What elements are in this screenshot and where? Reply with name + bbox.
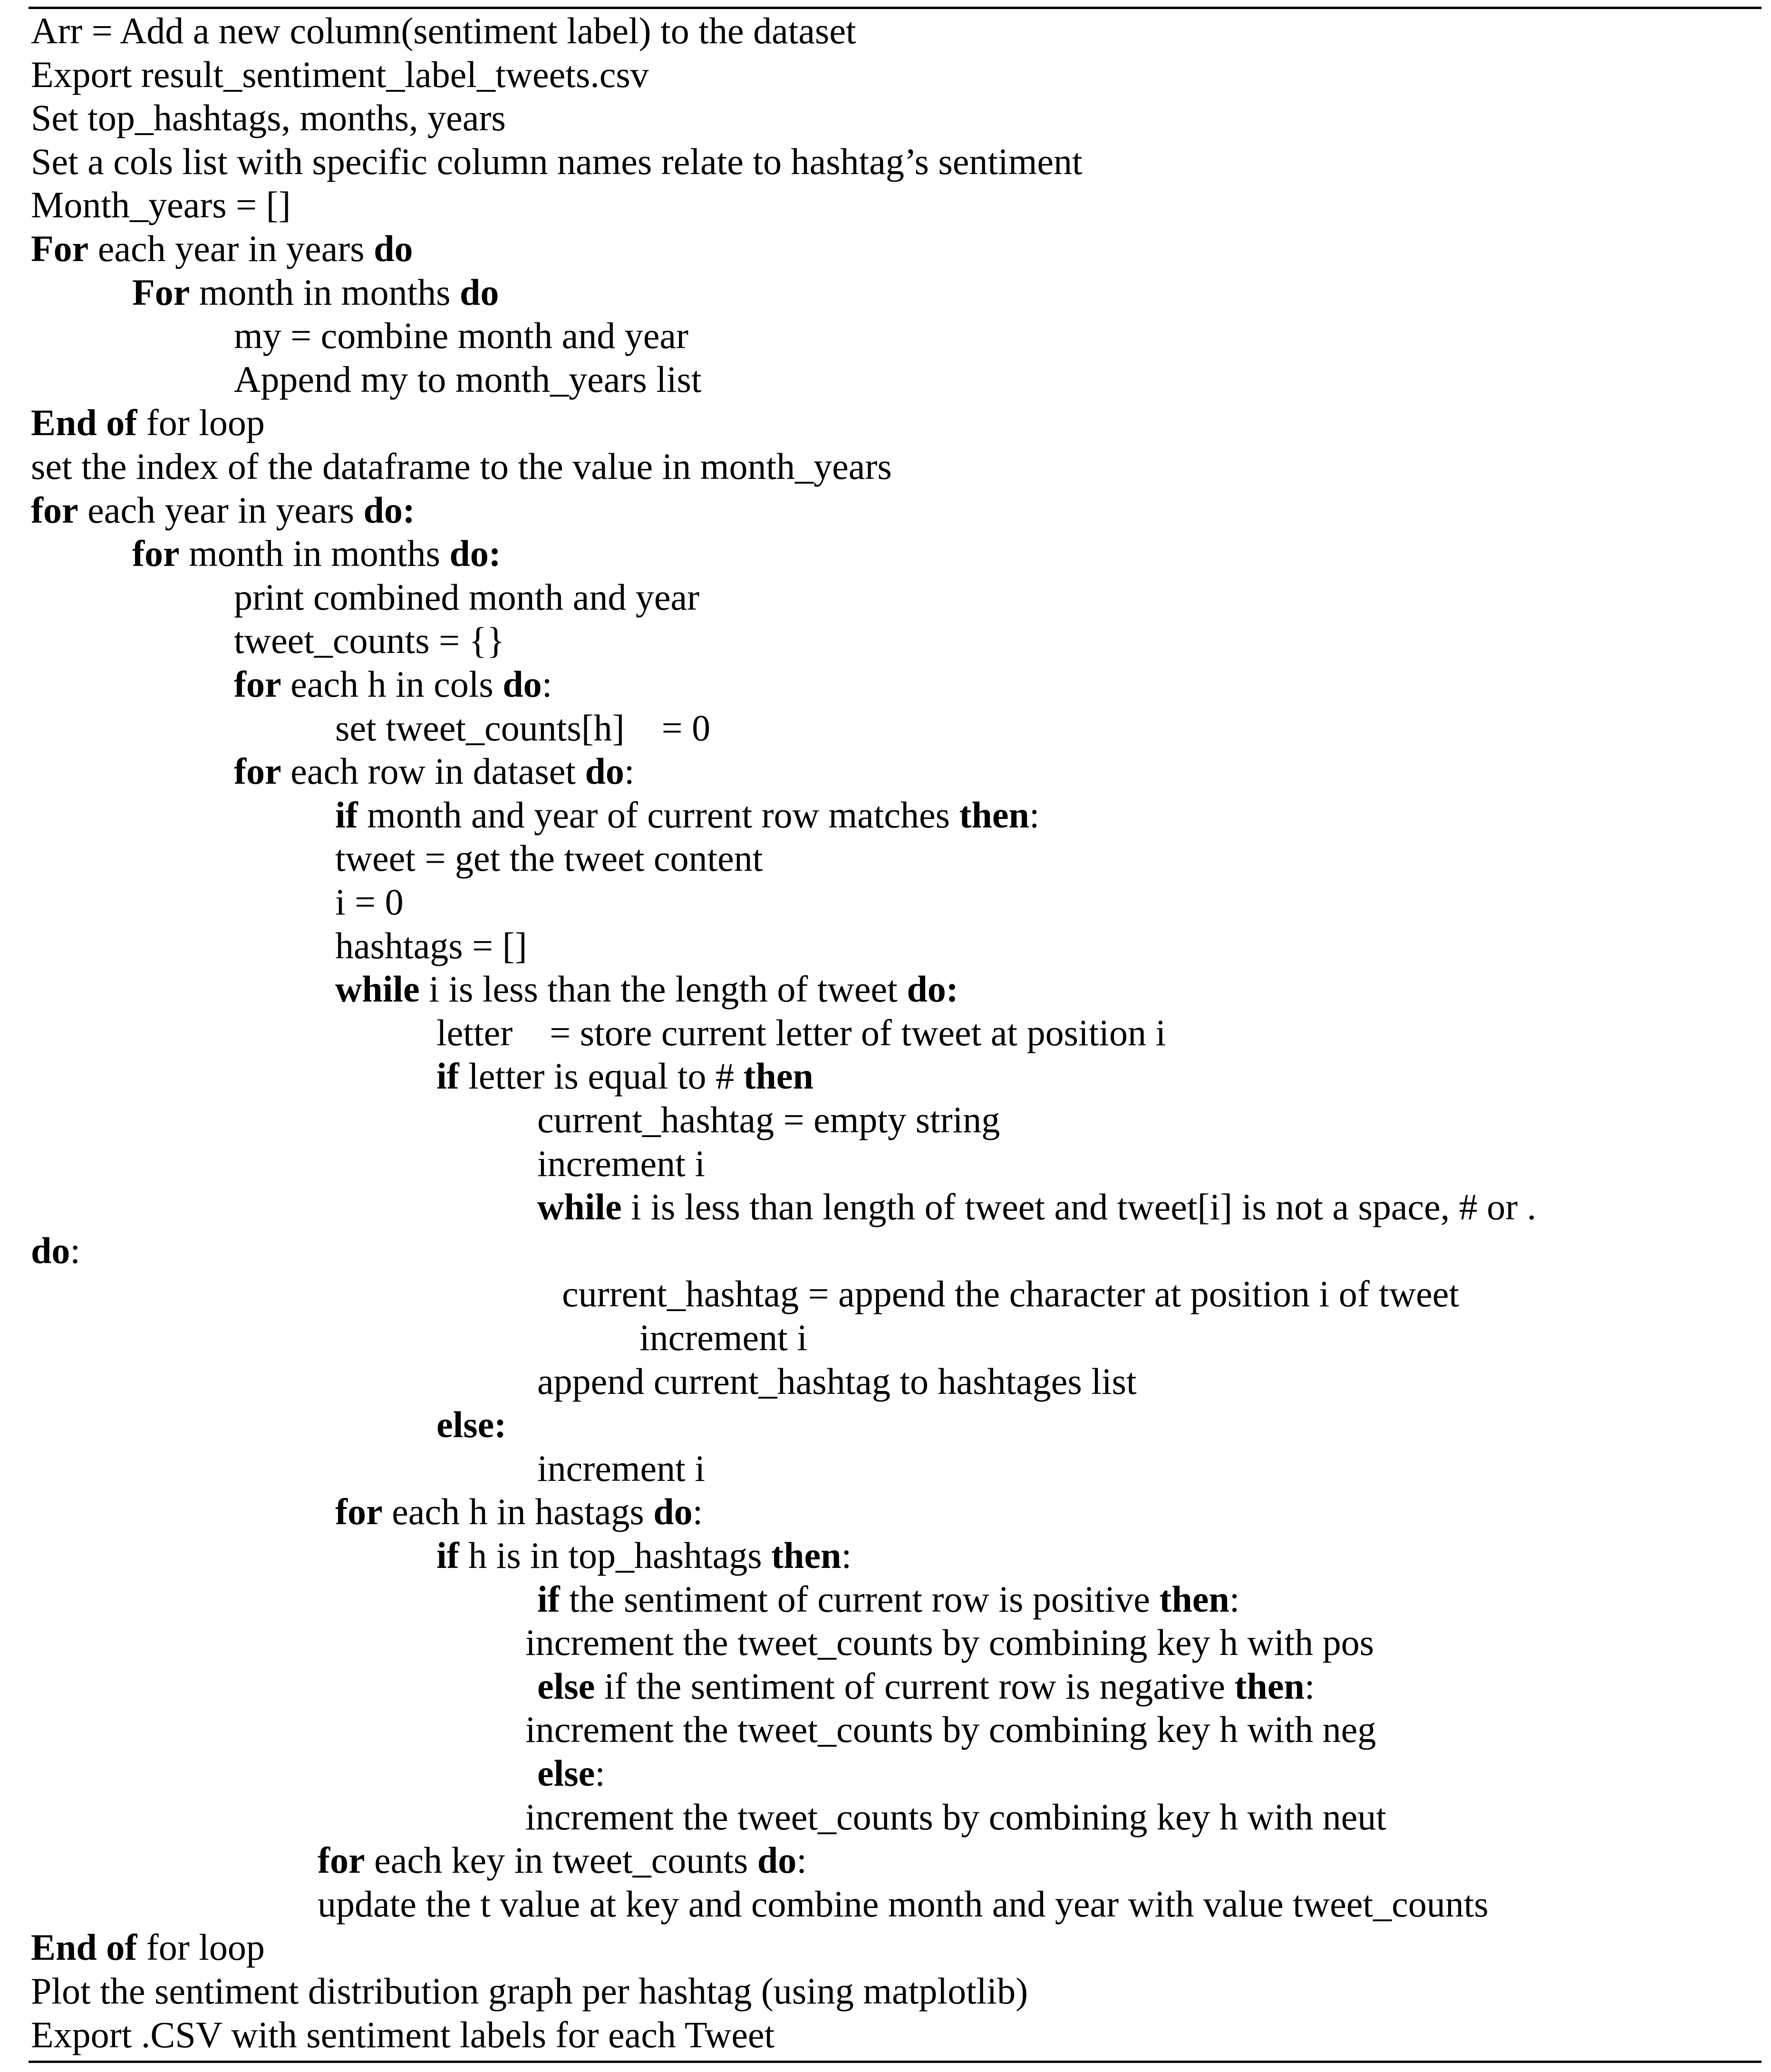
code-text: for loop: [137, 402, 265, 444]
code-text: update the t value at key and combine month and year with value tweet_counts: [318, 1883, 1489, 1925]
keyword: do:: [907, 968, 958, 1010]
keyword: do: [757, 1839, 797, 1881]
code-line: [436, 1054, 813, 1098]
code-line: [335, 880, 404, 924]
code-text: Month_years = []: [31, 184, 291, 226]
keyword: else:: [436, 1404, 507, 1446]
code-text: Set top_hashtags, months, years: [31, 97, 506, 139]
code-line: [31, 1926, 265, 1969]
code-text: increment the tweet_counts by combining key h with pos: [525, 1622, 1374, 1663]
code-text: increment i: [639, 1317, 808, 1358]
code-text: :: [1304, 1665, 1315, 1707]
code-line: [132, 271, 499, 314]
code-line: [234, 749, 635, 793]
code-text: :: [595, 1752, 605, 1794]
code-text: each year in years: [78, 489, 364, 531]
code-text: set tweet_counts[h] = 0: [335, 707, 711, 749]
code-line: [31, 227, 413, 271]
code-line: [537, 1142, 705, 1186]
keyword: else: [537, 1665, 595, 1707]
code-text: :: [692, 1491, 703, 1533]
code-text: :: [70, 1229, 81, 1271]
code-line: [639, 1316, 807, 1360]
code-line: [537, 1751, 605, 1795]
bottom-rule: [29, 2061, 1761, 2063]
code-line: [537, 1185, 1536, 1229]
code-text: Export result_sentiment_label_tweets.csv: [31, 53, 649, 95]
code-text: month in months: [190, 271, 460, 313]
keyword: End of: [31, 402, 137, 444]
code-text: :: [841, 1535, 852, 1576]
code-text: print combined month and year: [234, 576, 700, 618]
code-line: [436, 1011, 1166, 1055]
code-text: :: [542, 663, 552, 705]
code-line: [525, 1795, 1386, 1839]
code-line: [335, 793, 1040, 837]
keyword: then: [1234, 1665, 1305, 1707]
code-line: [537, 1577, 1239, 1621]
code-text: increment i: [537, 1142, 706, 1184]
code-text: current_hashtag = append the character at position i of tweet: [562, 1273, 1460, 1315]
code-text: :: [624, 750, 635, 792]
code-line: [234, 575, 699, 619]
keyword: do:: [363, 489, 415, 531]
keyword: then: [959, 794, 1029, 836]
code-line: [436, 1534, 852, 1577]
code-text: tweet_counts = {}: [234, 620, 505, 661]
keyword: for: [31, 489, 78, 531]
keyword: do: [374, 228, 413, 269]
code-line: [234, 314, 688, 358]
keyword: while: [537, 1186, 622, 1228]
code-text: i is less than the length of tweet: [419, 968, 907, 1010]
code-line: [335, 837, 763, 880]
code-text: letter = store current letter of tweet at position i: [436, 1012, 1166, 1053]
code-line: [525, 1621, 1374, 1664]
code-line: [31, 96, 506, 140]
keyword: if: [335, 794, 358, 836]
keyword: else: [537, 1752, 595, 1794]
keyword: do: [585, 750, 624, 792]
code-text: Append my to month_years list: [234, 358, 702, 400]
code-text: :: [1229, 1578, 1240, 1620]
code-text: i = 0: [335, 881, 404, 923]
code-line: [525, 1708, 1376, 1751]
keyword: do: [653, 1491, 693, 1533]
code-line: [234, 619, 504, 662]
keyword: for: [132, 533, 180, 574]
code-text: i is less than length of tweet and tweet[i] is not a space, # or .: [621, 1186, 1537, 1228]
code-text: Arr = Add a new column(sentiment label) to the dataset: [31, 10, 856, 51]
code-line: [562, 1272, 1459, 1316]
keyword: then: [743, 1055, 813, 1097]
code-line: [318, 1882, 1489, 1926]
code-line: [132, 532, 501, 575]
code-text: letter is equal to #: [459, 1055, 744, 1097]
code-line: [335, 967, 958, 1011]
code-text: :: [796, 1839, 807, 1881]
code-text: :: [1029, 794, 1040, 836]
code-text: increment the tweet_counts by combining key h with neg: [525, 1709, 1376, 1751]
code-text: each h in hastags: [382, 1491, 654, 1533]
code-text: Plot the sentiment distribution graph per hashtag (using matplotlib): [31, 1970, 1028, 2012]
code-text: month in months: [179, 533, 450, 574]
code-line: [537, 1360, 1137, 1403]
keyword: for: [234, 663, 281, 705]
keyword: do: [31, 1229, 70, 1271]
code-text: each h in cols: [281, 663, 503, 705]
code-line: [234, 662, 552, 706]
code-line: [31, 53, 649, 97]
code-text: my = combine month and year: [234, 315, 688, 357]
code-line: [31, 488, 415, 532]
code-text: h is in top_hashtags: [459, 1535, 772, 1576]
code-line: [31, 140, 1083, 184]
code-text: month and year of current row matches: [358, 794, 959, 836]
code-text: each year in years: [88, 228, 374, 269]
keyword: for: [234, 750, 281, 792]
code-text: set the index of the dataframe to the value in month_years: [31, 446, 892, 487]
code-line: [335, 924, 527, 968]
code-line: [31, 9, 856, 53]
code-text: append current_hashtag to hashtages list: [537, 1360, 1137, 1402]
code-text: if the sentiment of current row is negative: [595, 1665, 1235, 1707]
code-line: [31, 401, 265, 445]
code-text: current_hashtag = empty string: [537, 1099, 1000, 1140]
code-text: each key in tweet_counts: [365, 1839, 757, 1881]
code-text: the sentiment of current row is positive: [560, 1578, 1160, 1620]
code-text: increment i: [537, 1447, 706, 1489]
code-text: increment the tweet_counts by combining key h with neut: [525, 1796, 1386, 1838]
keyword: for: [335, 1491, 383, 1533]
code-text: Export .CSV with sentiment labels for each Tweet: [31, 2014, 775, 2055]
keyword: if: [436, 1055, 459, 1097]
code-text: hashtags = []: [335, 924, 527, 966]
keyword: For: [132, 271, 190, 313]
keyword: End of: [31, 1926, 137, 1968]
keyword: then: [771, 1535, 842, 1576]
code-line: [537, 1447, 705, 1490]
keyword: do: [503, 663, 542, 705]
code-line: [31, 183, 291, 227]
code-line: [31, 1229, 80, 1273]
code-line: [436, 1403, 506, 1447]
code-text: for loop: [137, 1926, 265, 1968]
code-line: [31, 445, 892, 488]
code-text: tweet = get the tweet content: [335, 837, 763, 879]
keyword: do:: [449, 533, 501, 574]
code-text: Set a cols list with specific column names relate to hashtag’s sentiment: [31, 140, 1083, 182]
keyword: then: [1159, 1578, 1229, 1620]
keyword: while: [335, 968, 420, 1010]
keyword: for: [318, 1839, 365, 1881]
keyword: do: [459, 271, 499, 313]
keyword: For: [31, 228, 89, 269]
code-line: [318, 1839, 807, 1882]
code-line: [537, 1098, 1000, 1142]
code-line: [31, 2013, 774, 2057]
keyword: if: [436, 1535, 459, 1576]
code-line: [537, 1664, 1315, 1708]
keyword: if: [537, 1578, 560, 1620]
code-line: [335, 1490, 703, 1534]
code-text: each row in dataset: [281, 750, 585, 792]
code-line: [335, 706, 710, 750]
code-line: [234, 358, 702, 401]
code-line: [31, 1969, 1028, 2013]
